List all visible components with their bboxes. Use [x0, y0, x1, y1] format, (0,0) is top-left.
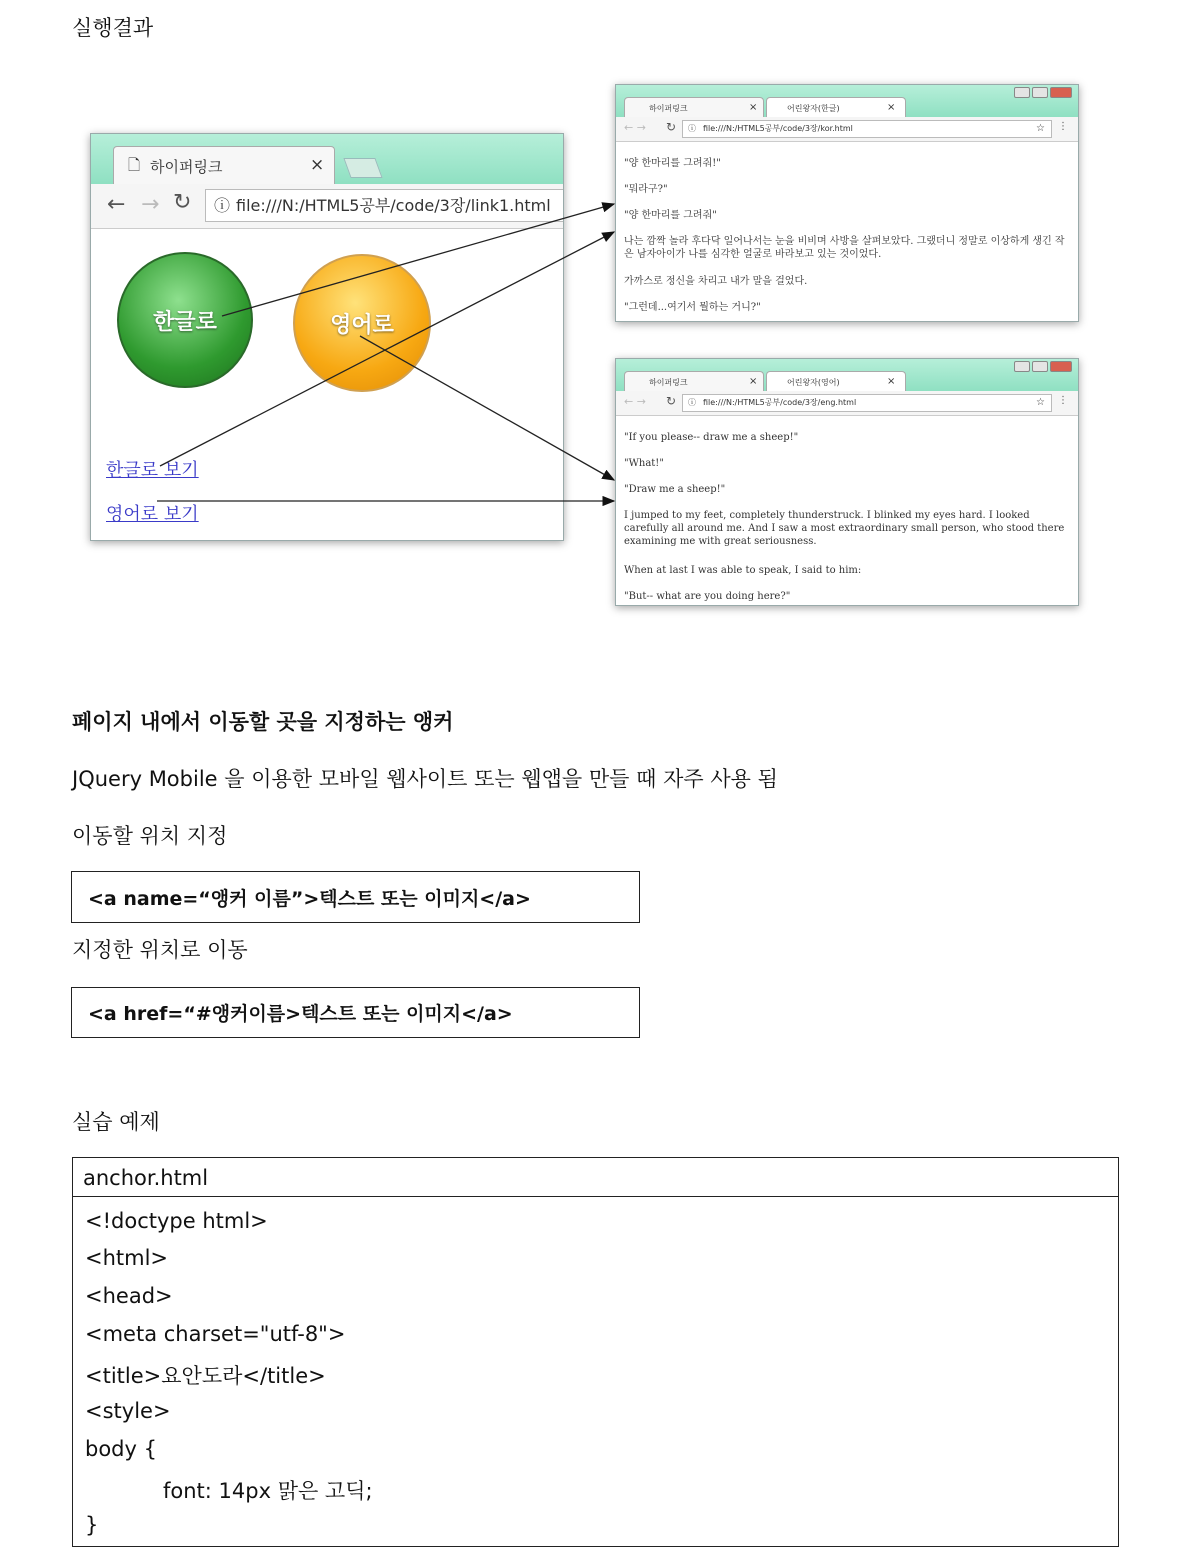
- text-line: "But-- what are you doing here?": [624, 591, 791, 602]
- star-icon[interactable]: ☆: [1036, 397, 1045, 408]
- star-icon[interactable]: ☆: [1036, 123, 1045, 134]
- text-line: "양 한마리를 그려줘": [624, 210, 717, 221]
- close-icon[interactable]: ×: [749, 376, 758, 387]
- close-icon[interactable]: ×: [887, 376, 896, 387]
- example-code-table: [72, 1157, 1119, 1547]
- link-english[interactable]: 영어로 보기: [106, 504, 199, 525]
- text-line: "If you please-- draw me a sheep!": [624, 432, 799, 443]
- menu-icon[interactable]: ⋮: [1058, 395, 1068, 406]
- close-icon[interactable]: ×: [887, 102, 896, 113]
- link-korean[interactable]: 한글로 보기: [106, 460, 199, 481]
- korean-circle: 한글로: [117, 252, 253, 388]
- text-line: I jumped to my feet, completely thunderstruck. I blinked my eyes hard. I looked carefully all around me. And I saw a most extraordinary small person, who stood there examining me with great seriousness.: [624, 510, 1065, 547]
- tab-title: 하이퍼링크: [649, 104, 688, 113]
- code-line: <style>: [85, 1399, 171, 1423]
- forward-arrow-icon[interactable]: →: [141, 192, 160, 217]
- code-line: <!doctype html>: [85, 1209, 268, 1233]
- reload-icon[interactable]: ↻: [666, 394, 677, 408]
- description: JQuery Mobile 을 이용한 모바일 웹사이트 또는 웹앱을 만들 때 자주 사용 됨: [72, 767, 778, 791]
- info-icon: ⓘ: [214, 196, 231, 215]
- back-arrow-icon[interactable]: ← →: [624, 395, 646, 408]
- code-line: body {: [85, 1437, 157, 1461]
- label-set-position: 이동할 위치 지정: [72, 824, 228, 848]
- reload-icon[interactable]: ↻: [173, 190, 192, 215]
- tab-title: 하이퍼링크: [150, 158, 223, 176]
- code-line: <title>요안도라</title>: [85, 1364, 326, 1388]
- link-arrows: [0, 0, 1191, 640]
- code-box-href: <a href=“#앵커이름>텍스트 또는 이미지</a>: [71, 987, 640, 1038]
- info-icon: ⓘ: [688, 398, 696, 407]
- close-icon[interactable]: ×: [749, 102, 758, 113]
- tab-title: 어린왕자(영어): [787, 378, 840, 387]
- text-line: "그런데...여기서 뭘하는 거니?": [624, 302, 761, 313]
- info-icon: ⓘ: [688, 124, 696, 133]
- code-line: <meta charset="utf-8">: [85, 1322, 346, 1346]
- page-icon: 🗋: [128, 156, 141, 174]
- text-line: "What!": [624, 458, 664, 469]
- arrow-circle-english: [360, 336, 614, 480]
- arrow-link-korean: [160, 232, 614, 466]
- label-move: 지정한 위치로 이동: [72, 938, 248, 962]
- label-example: 실습 예제: [72, 1110, 160, 1134]
- code-line: <html>: [85, 1246, 169, 1270]
- text-line: 나는 깜짝 놀라 후다닥 일어나서는 눈을 비비며 사방을 살펴보았다. 그랬더니 정말로 이상하게 생긴 작은 남자아이가 나를 심각한 얼굴로 바라보고 있는 것이었다.: [624, 236, 1065, 260]
- url-text: file:///N:/HTML5공부/code/3장/link1.html: [236, 196, 551, 215]
- url-text: file:///N:/HTML5공부/code/3장/eng.html: [703, 398, 857, 407]
- text-line: 가까스로 정신을 차리고 내가 말을 걸었다.: [624, 276, 808, 287]
- section-title: 페이지 내에서 이동할 곳을 지정하는 앵커: [72, 710, 454, 734]
- text-line: "Draw me a sheep!": [624, 484, 726, 495]
- code-line: }: [85, 1513, 99, 1537]
- tab-title: 어린왕자(한글): [787, 104, 840, 113]
- arrow-circle-korean: [222, 204, 614, 316]
- back-arrow-icon[interactable]: ←: [107, 192, 126, 217]
- english-circle: 영어로: [293, 254, 431, 392]
- tab-title: 하이퍼링크: [649, 378, 688, 387]
- code-line: <head>: [85, 1284, 173, 1308]
- text-line: "뭐라구?": [624, 184, 668, 195]
- url-text: file:///N:/HTML5공부/code/3장/kor.html: [703, 124, 853, 133]
- close-icon[interactable]: ×: [310, 155, 325, 175]
- example-filename: anchor.html: [73, 1158, 1118, 1197]
- reload-icon[interactable]: ↻: [666, 120, 677, 134]
- menu-icon[interactable]: ⋮: [1058, 121, 1068, 132]
- text-line: When at last I was able to speak, I said to him:: [624, 565, 862, 576]
- result-heading: 실행결과: [72, 16, 154, 40]
- code-line: font: 14px 맑은 고딕;: [163, 1479, 373, 1503]
- text-line: "양 한마리를 그려줘!": [624, 158, 721, 169]
- code-box-name: <a name=“앵커 이름”>텍스트 또는 이미지</a>: [71, 871, 640, 923]
- back-arrow-icon[interactable]: ← →: [624, 121, 646, 134]
